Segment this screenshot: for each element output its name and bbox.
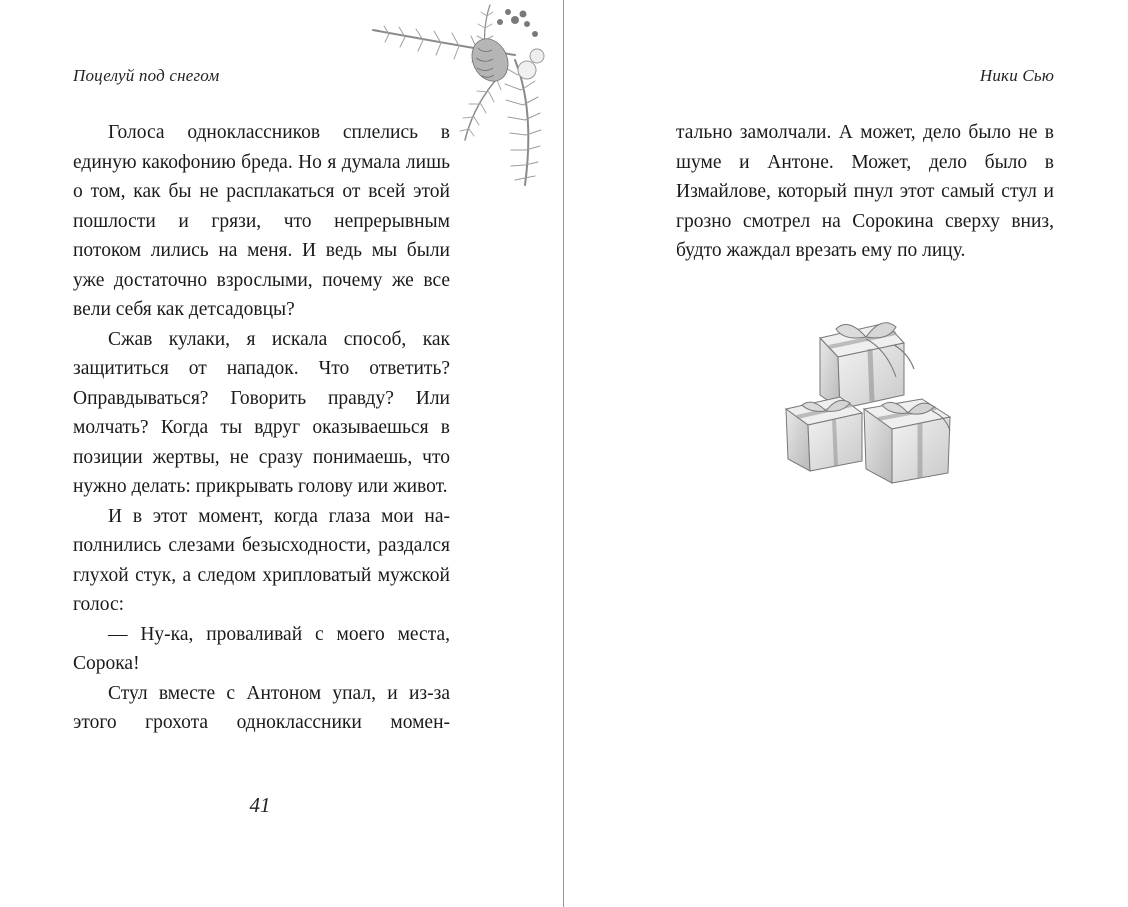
right-page-text — [676, 118, 1054, 266]
paragraph: Сжав кулаки, я искала способ, как защититься от нападок. Что ответить? Оправдываться? Говорить правду? Или молчать? Когда ты вдруг оказываешься в позиции жертвы, не сразу понимаешь, что нужно делать: прикрывать голову или живот. — [73, 328, 450, 497]
running-head-book-title: Поцелуй под снегом — [73, 66, 220, 85]
running-head-author: Ники Сью — [979, 66, 1054, 85]
pine-branch-ornament-icon — [365, 0, 561, 190]
paragraph: тально замолчали. А может, дело было не в шуме и Антоне. Может, дело было в Измайлове, который пнул этот самый стул и грозно смотрел на Сорокина сверху вниз, будто жаждал врезать ему по лицу. — [676, 122, 1054, 261]
paragraph: И в этот момент, когда глаза мои наполнились слезами безысходности, раздался глухой стук, а следом хрипловатый мужской голос: — [73, 505, 450, 615]
gift-boxes-icon — [782, 313, 954, 489]
left-page — [0, 0, 563, 907]
paragraph: Голоса одноклассников сплелись в единую какофонию бреда. Но я думала лишь о том, как бы не расплакаться от всей этой пошлости и грязи, что непрерывным потоком лились на меня. И ведь мы были уже достаточно взрослыми, почему же все вели себя как детсадовцы? — [73, 122, 450, 320]
right-page — [564, 0, 1128, 907]
page-number: 41 — [249, 793, 271, 817]
paragraph: Стул вместе с Антоном упал, и из-за этого грохота одноклассники момен- — [73, 682, 450, 733]
paragraph: — Ну-ка, проваливай с моего места, Сорока! — [73, 623, 450, 674]
left-page-text — [73, 118, 450, 738]
